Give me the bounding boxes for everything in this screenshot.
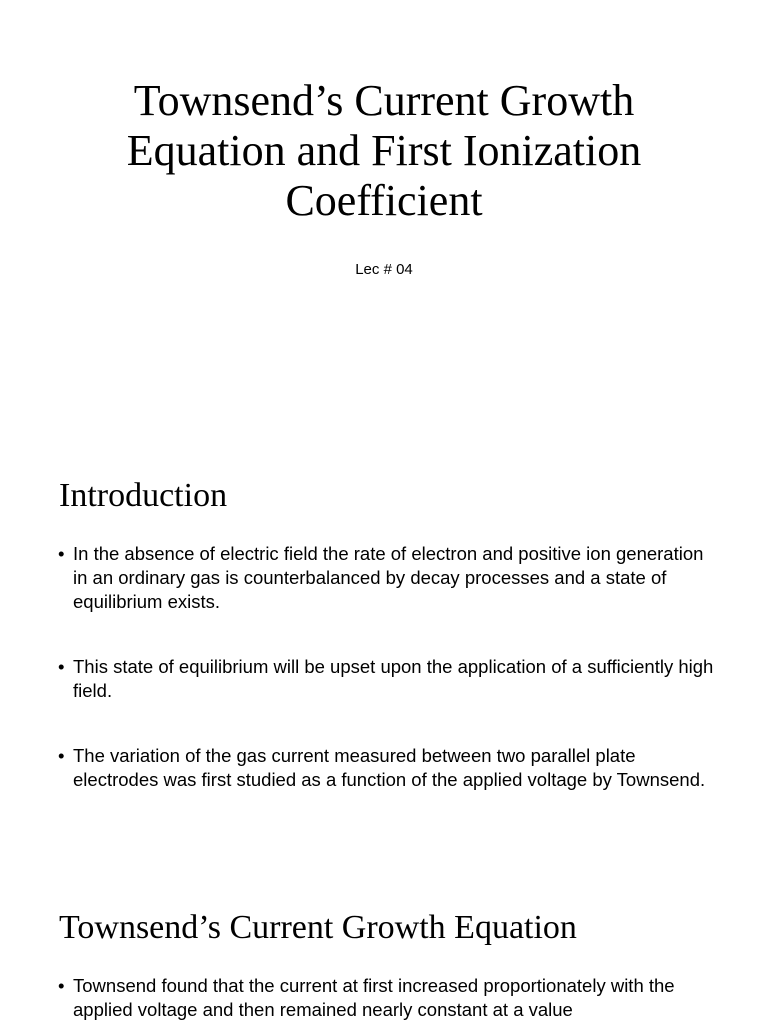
- current-growth-slide: [0, 864, 768, 1024]
- slide-title: Townsend’s Current Growth Equation: [59, 909, 577, 946]
- bullet-icon: •: [58, 656, 65, 677]
- slide-title: Introduction: [59, 477, 228, 514]
- list-item: [58, 744, 718, 792]
- list-item: [58, 655, 718, 703]
- bullet-text: The variation of the gas current measured between two parallel plate electrodes was first studied as a function of the applied voltage by Townsend.: [73, 745, 706, 790]
- bullet-icon: •: [58, 543, 65, 564]
- bullet-icon: •: [58, 975, 65, 996]
- bullet-text: This state of equilibrium will be upset upon the application of a sufficiently high field.: [73, 656, 714, 701]
- bullet-list: [58, 974, 718, 1024]
- bullet-list: [58, 542, 718, 833]
- lecture-number: Lec # 04: [355, 261, 413, 278]
- bullet-text: Townsend found that the current at first increased proportionately with the applied voltage and then remained nearly constant at a value: [73, 975, 675, 1020]
- list-item: [58, 974, 718, 1022]
- introduction-slide: [0, 432, 768, 864]
- bullet-text: In the absence of electric field the rate of electron and positive ion generation in an ordinary gas is counterbalanced by decay processes and a state of equilibrium exists.: [73, 543, 704, 612]
- list-item: [58, 542, 718, 614]
- bullet-icon: •: [58, 745, 65, 766]
- title-slide: [0, 0, 768, 432]
- slide-title: Townsend’s Current Growth Equation and First Ionization Coefficient: [126, 76, 642, 225]
